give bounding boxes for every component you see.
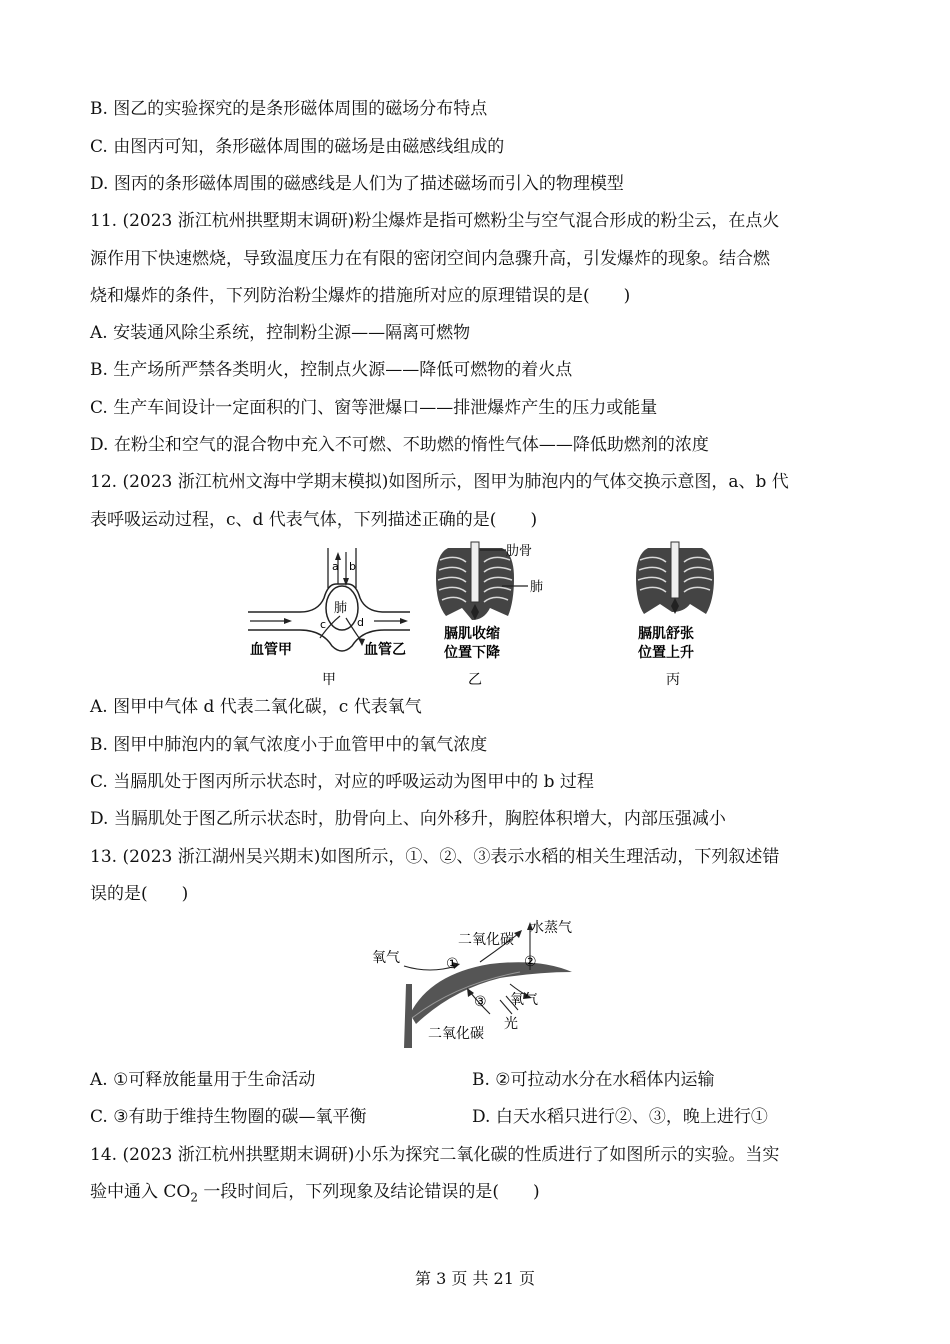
q10-option-b: B. 图乙的实验探究的是条形磁体周围的磁场分布特点 [90, 99, 488, 119]
bing-state-1: 膈肌舒张 [638, 626, 694, 642]
q13-option-b: B. ②可拉动水分在水稻体内运输 [472, 1070, 715, 1090]
bing-state-2: 位置上升 [638, 645, 694, 661]
q11-stem-line-1: 11. (2023 浙江杭州拱墅期末调研)粉尘爆炸是指可燃粉尘与空气混合形成的粉尘云，在点火 [90, 211, 780, 231]
light-label: 光 [504, 1016, 518, 1032]
vessel-yi-label: 血管乙 [364, 642, 406, 658]
process-2-label: ② [524, 954, 537, 970]
q11-stem-line-3: 烧和爆炸的条件，下列防治粉尘爆炸的措施所对应的原理错误的是( ) [90, 286, 631, 306]
q11-option-d: D. 在粉尘和空气的混合物中充入不可燃、不助燃的惰性气体——降低助燃剂的浓度 [90, 435, 709, 455]
q12-stem-line-2: 表呼吸运动过程，c、d 代表气体，下列描述正确的是( ) [90, 510, 538, 530]
q10-option-d: D. 图丙的条形磁体周围的磁感线是人们为了描述磁场而引入的物理模型 [90, 174, 624, 194]
rib-label: 肋骨 [506, 544, 533, 559]
q13-option-c: C. ③有助于维持生物圈的碳—氧平衡 [90, 1107, 367, 1127]
caption-jia: 甲 [322, 672, 336, 688]
q13-option-d: D. 白天水稻只进行②、③，晚上进行① [472, 1107, 768, 1127]
q13-stem-line-1: 13. (2023 浙江湖州吴兴期末)如图所示，①、②、③表示水稻的相关生理活动，下列叙述错 [90, 847, 780, 867]
q13-stem-line-2: 误的是( ) [90, 884, 189, 904]
q12-option-d: D. 当膈肌处于图乙所示状态时，肋骨向上、向外移升，胸腔体积增大，内部压强减小 [90, 809, 726, 829]
q12-figure [240, 538, 720, 690]
figure-yi [436, 542, 543, 688]
q12-stem-line-1: 12. (2023 浙江杭州文海中学期末模拟)如图所示，图甲为肺泡内的气体交换示意图，a、b 代 [90, 472, 789, 492]
q12-option-c: C. 当膈肌处于图丙所示状态时，对应的呼吸运动为图甲中的 b 过程 [90, 772, 594, 792]
vessel-jia-label: 血管甲 [250, 642, 292, 658]
oxygen-out-label: 氧气 [510, 992, 538, 1008]
yi-state-1: 膈肌收缩 [444, 626, 500, 642]
yi-state-2: 位置下降 [444, 645, 500, 661]
page-number: 第 3 页 共 21 页 [415, 1269, 535, 1288]
q14-stem-line-2 [90, 1180, 540, 1209]
q14-stem-pre: 验中通入 CO [90, 1182, 191, 1202]
caption-bing: 丙 [666, 672, 680, 688]
oxygen-in-label: 氧气 [372, 950, 400, 966]
gas-d-label: d [357, 616, 364, 629]
gas-c-label: c [320, 618, 327, 631]
figure-jia [248, 548, 410, 688]
co2-subscript: 2 [190, 1190, 198, 1205]
co2-in-label: 二氧化碳 [428, 1026, 484, 1042]
figure-bing [636, 542, 714, 688]
process-1-label: ① [446, 956, 459, 972]
q10-option-c: C. 由图丙可知，条形磁体周围的磁场是由磁感线组成的 [90, 137, 505, 157]
gas-a-label: a [332, 560, 339, 573]
q13-figure [360, 914, 590, 1054]
water-vapor-label: 水蒸气 [530, 920, 572, 936]
q14-stem-post: 一段时间后，下列现象及结论错误的是( ) [198, 1182, 540, 1202]
q11-stem-line-2: 源作用下快速燃烧，导致温度压力在有限的密闭空间内急骤升高，引发爆炸的现象。结合燃 [90, 249, 770, 269]
q13-option-a: A. ①可释放能量用于生命活动 [90, 1070, 316, 1090]
process-3-label: ③ [474, 994, 487, 1010]
q12-option-a: A. 图甲中气体 d 代表二氧化碳，c 代表氧气 [90, 697, 422, 717]
q11-option-c: C. 生产车间设计一定面积的门、窗等泄爆口——排泄爆炸产生的压力或能量 [90, 398, 658, 418]
q11-option-a: A. 安装通风除尘系统，控制粉尘源——隔离可燃物 [90, 323, 471, 343]
gas-b-label: b [349, 560, 356, 573]
alveolus-label: 肺 [334, 601, 348, 616]
q14-stem-line-1: 14. (2023 浙江杭州拱墅期末调研)小乐为探究二氧化碳的性质进行了如图所示的实验。当实 [90, 1145, 780, 1165]
co2-out-label: 二氧化碳 [458, 932, 514, 948]
caption-yi: 乙 [468, 672, 482, 688]
lung-label: 肺 [530, 580, 544, 595]
q11-option-b: B. 生产场所严禁各类明火，控制点火源——降低可燃物的着火点 [90, 360, 573, 380]
q12-option-b: B. 图甲中肺泡内的氧气浓度小于血管甲中的氧气浓度 [90, 735, 488, 755]
